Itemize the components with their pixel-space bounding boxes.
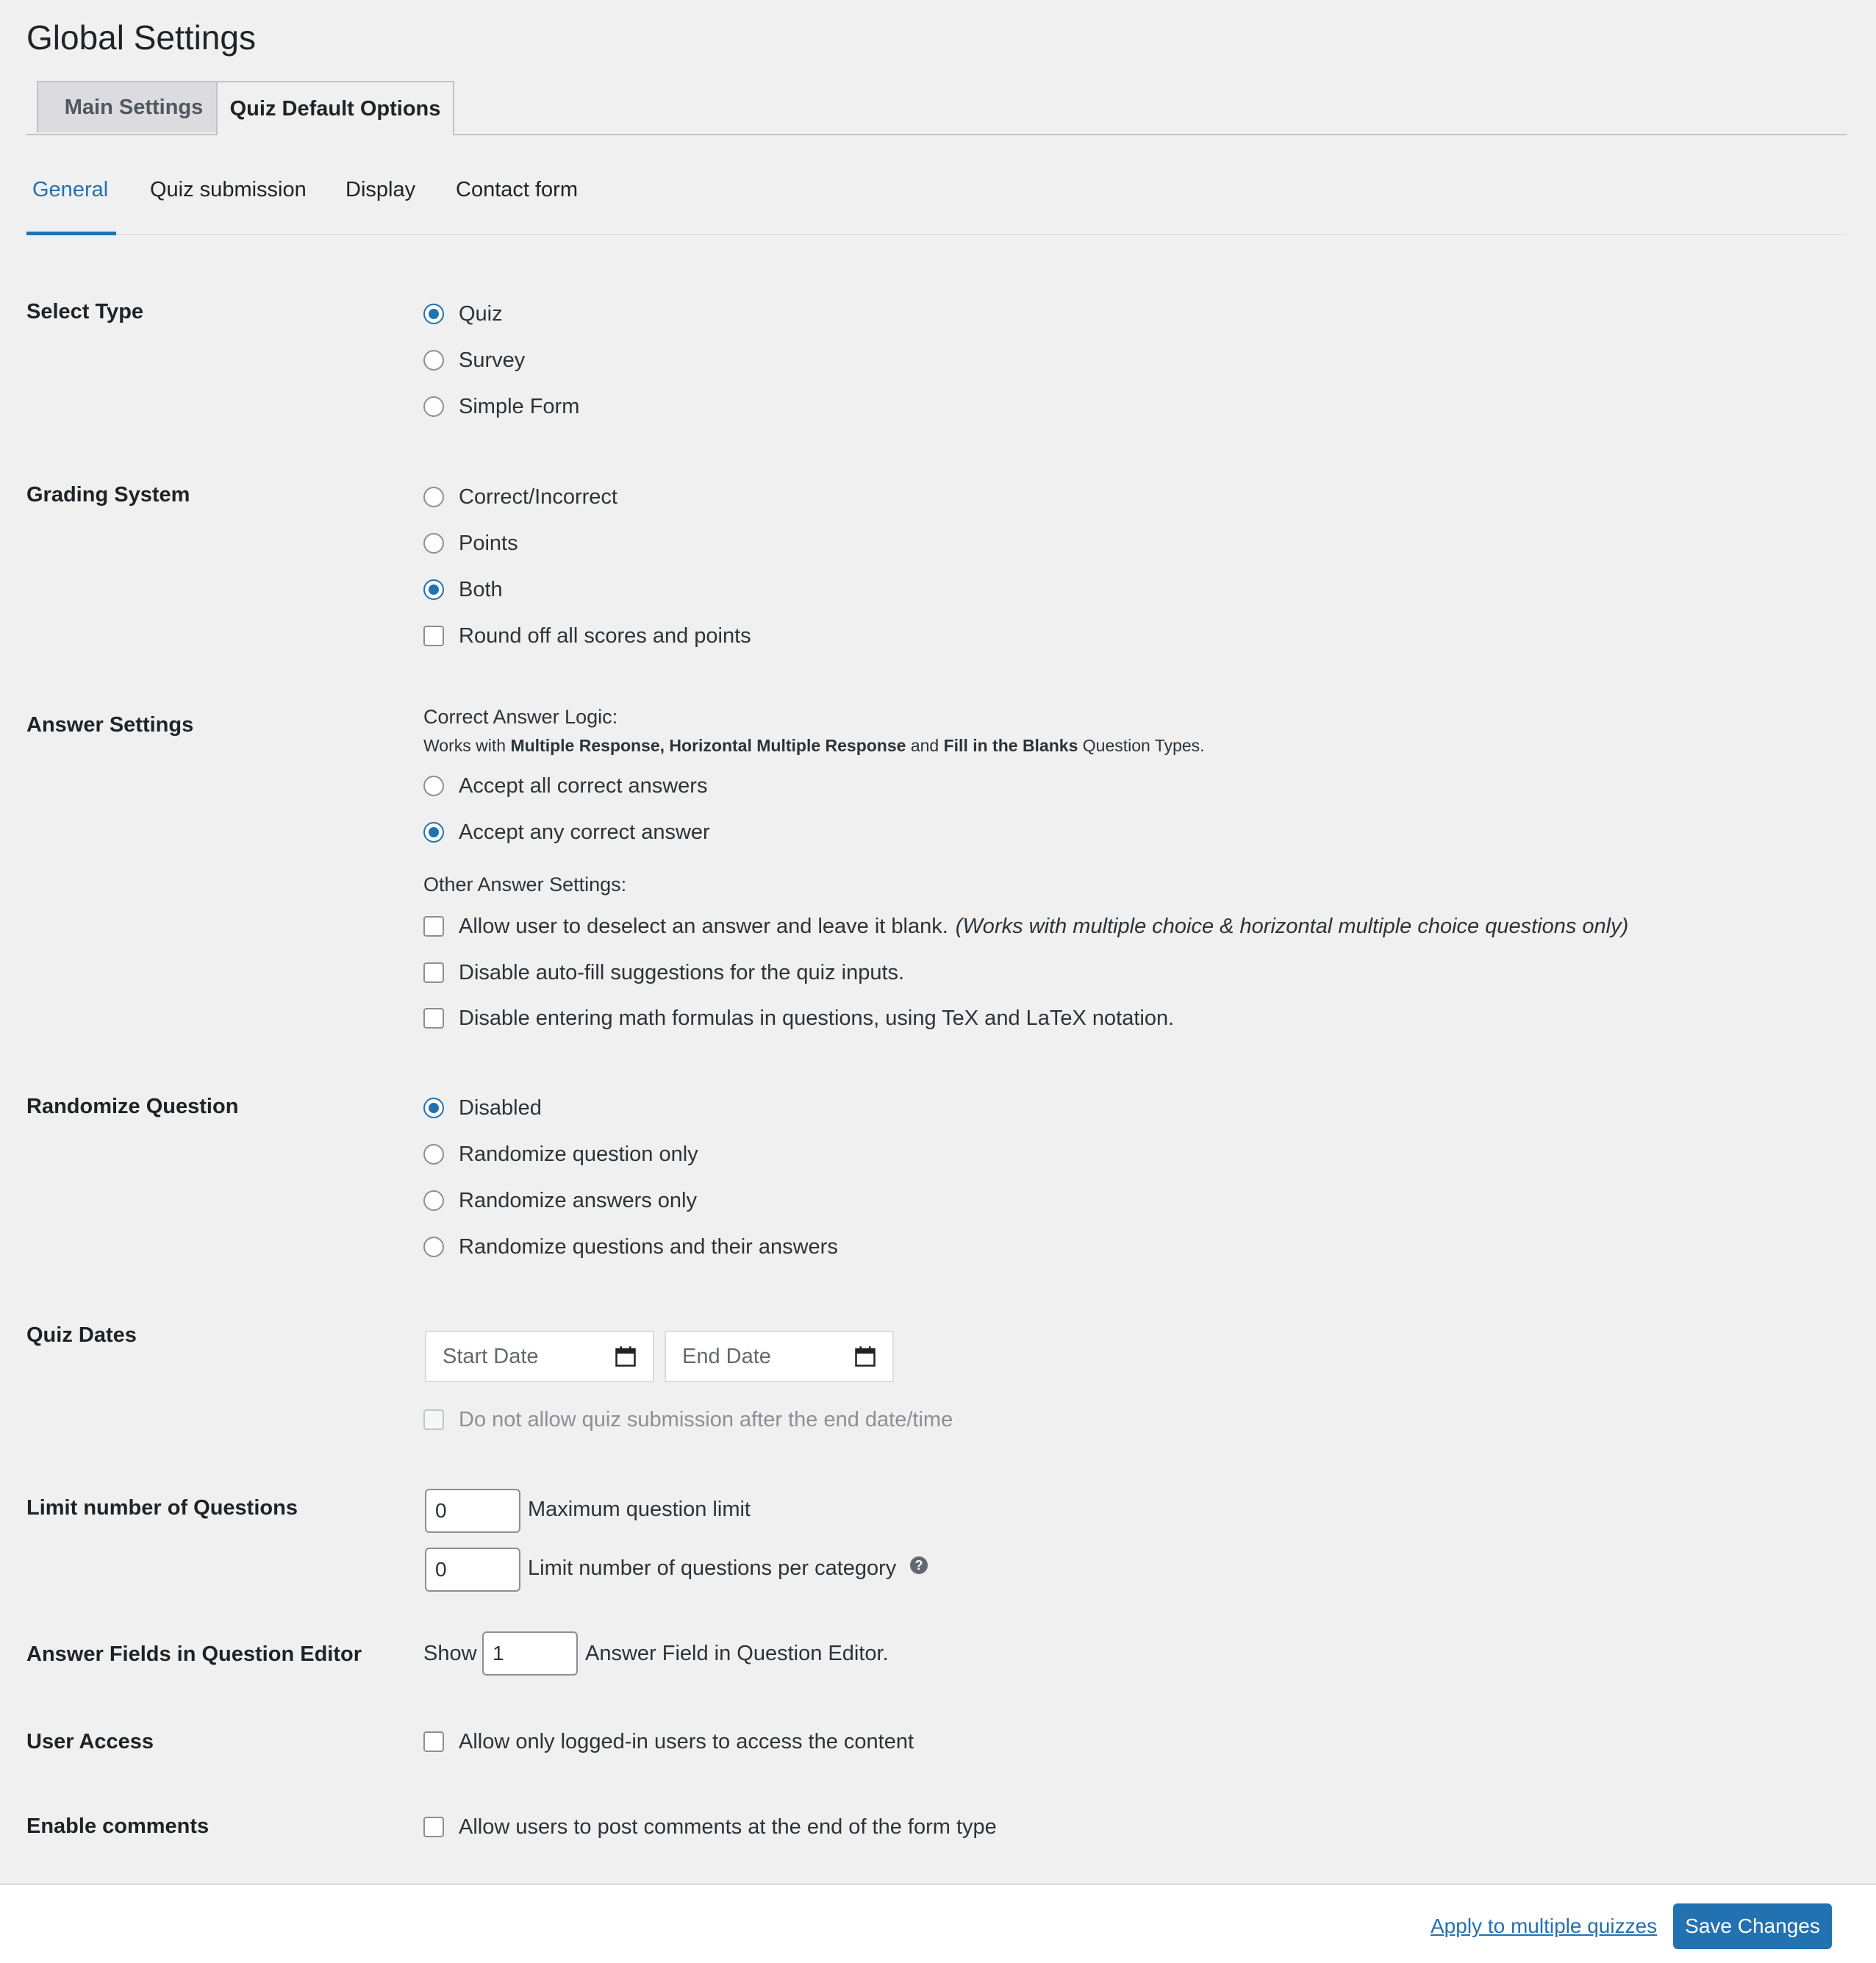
checkbox-icon[interactable] xyxy=(423,1817,444,1837)
option-note: (Works with multiple choice & horizontal multiple choice questions only) xyxy=(955,914,1629,938)
randomize-both-option[interactable] xyxy=(423,1234,838,1260)
subtab-display[interactable]: Display xyxy=(346,178,416,201)
radio-selected-icon[interactable] xyxy=(423,304,444,324)
answer-fields-label: Answer Fields in Question Editor xyxy=(26,1642,362,1666)
max-question-limit-input[interactable] xyxy=(425,1489,520,1533)
option-label: Quiz xyxy=(459,301,503,326)
allow-deselect-checkbox[interactable] xyxy=(423,913,1628,940)
option-label: Correct/Incorrect xyxy=(459,485,617,509)
save-changes-button[interactable]: Save Changes xyxy=(1673,1903,1832,1949)
quiz-dates-label: Quiz Dates xyxy=(26,1323,137,1347)
radio-icon[interactable] xyxy=(423,1190,444,1211)
select-type-survey-option[interactable] xyxy=(423,347,525,373)
round-off-scores-checkbox[interactable] xyxy=(423,623,751,649)
limit-questions-label: Limit number of Questions xyxy=(26,1496,298,1520)
option-label: Allow only logged-in users to access the content xyxy=(459,1729,914,1753)
grading-system-label: Grading System xyxy=(26,483,190,507)
subtab-quiz-submission[interactable]: Quiz submission xyxy=(150,178,307,201)
checkbox-icon[interactable] xyxy=(423,962,444,983)
question-types-note xyxy=(423,736,1205,756)
radio-icon[interactable] xyxy=(423,776,444,796)
option-label: Randomize answers only xyxy=(459,1188,697,1212)
max-question-limit-label: Maximum question limit xyxy=(528,1498,751,1521)
apply-to-multiple-quizzes-link[interactable]: Apply to multiple quizzes xyxy=(1431,1914,1658,1937)
main-tab-bar xyxy=(26,81,1847,135)
option-label: Randomize question only xyxy=(459,1142,698,1166)
radio-icon[interactable] xyxy=(423,350,444,371)
end-date-placeholder: End Date xyxy=(682,1344,771,1368)
correct-answer-logic-heading: Correct Answer Logic: xyxy=(423,706,618,728)
accept-all-correct-option[interactable] xyxy=(423,773,707,799)
option-label: Accept all correct answers xyxy=(459,773,708,798)
note-text: and xyxy=(910,736,939,755)
per-category-limit-input[interactable] xyxy=(425,1548,520,1592)
start-date-input[interactable] xyxy=(425,1331,654,1382)
user-access-label: User Access xyxy=(26,1730,154,1753)
note-type: Horizontal Multiple Response xyxy=(669,736,906,755)
randomize-answers-only-option[interactable] xyxy=(423,1187,697,1214)
grading-both-option[interactable] xyxy=(423,576,503,603)
accept-any-correct-option[interactable] xyxy=(423,819,710,845)
checkbox-icon[interactable] xyxy=(423,1409,444,1430)
radio-icon[interactable] xyxy=(423,1237,444,1257)
disable-math-formulas-checkbox[interactable] xyxy=(423,1005,1174,1031)
option-label: Accept any correct answer xyxy=(459,820,710,844)
option-label: Randomize questions and their answers xyxy=(459,1234,838,1259)
radio-icon[interactable] xyxy=(423,487,444,507)
option-label: Simple Form xyxy=(459,394,580,418)
logged-in-only-checkbox[interactable] xyxy=(423,1728,914,1755)
option-label: Allow users to post comments at the end of the form type xyxy=(459,1814,997,1839)
grading-correct-incorrect-option[interactable] xyxy=(423,484,617,510)
tab-main-settings[interactable]: Main Settings xyxy=(37,81,231,132)
option-label: Do not allow quiz submission after the end date/time xyxy=(459,1407,953,1431)
other-answer-settings-heading: Other Answer Settings: xyxy=(423,873,627,895)
note-type: Fill in the Blanks xyxy=(943,736,1078,755)
no-submission-after-end-checkbox[interactable] xyxy=(423,1406,953,1433)
randomize-question-only-option[interactable] xyxy=(423,1141,698,1168)
option-label: Allow user to deselect an answer and leave it blank. xyxy=(459,914,948,938)
calendar-icon[interactable] xyxy=(615,1345,637,1367)
grading-points-option[interactable] xyxy=(423,530,518,557)
checkbox-icon[interactable] xyxy=(423,916,444,937)
disable-autofill-checkbox[interactable] xyxy=(423,959,904,986)
checkbox-icon[interactable] xyxy=(423,626,444,646)
radio-icon[interactable] xyxy=(423,396,444,417)
checkbox-icon[interactable] xyxy=(423,1731,444,1752)
answer-settings-label: Answer Settings xyxy=(26,713,194,737)
note-type: Multiple Response, xyxy=(510,736,665,755)
calendar-icon[interactable] xyxy=(854,1345,876,1367)
select-type-label: Select Type xyxy=(26,300,144,323)
option-label: Disabled xyxy=(459,1095,542,1120)
radio-icon[interactable] xyxy=(423,533,444,554)
radio-selected-icon[interactable] xyxy=(423,579,444,600)
radio-selected-icon[interactable] xyxy=(423,822,444,843)
randomize-disabled-option[interactable] xyxy=(423,1095,542,1121)
start-date-placeholder: Start Date xyxy=(443,1344,539,1368)
select-type-quiz-option[interactable] xyxy=(423,301,503,327)
sub-tab-bar xyxy=(26,169,1847,235)
allow-comments-checkbox[interactable] xyxy=(423,1814,997,1840)
checkbox-icon[interactable] xyxy=(423,1008,444,1029)
answer-fields-count-input[interactable] xyxy=(482,1631,578,1676)
end-date-input[interactable] xyxy=(665,1331,894,1382)
note-text: Works with xyxy=(423,736,506,755)
radio-selected-icon[interactable] xyxy=(423,1098,444,1118)
select-type-simple-form-option[interactable] xyxy=(423,393,579,420)
help-icon[interactable]: ? xyxy=(910,1556,928,1574)
option-label: Both xyxy=(459,577,503,601)
option-label: Round off all scores and points xyxy=(459,623,751,648)
subtab-general[interactable] xyxy=(32,178,108,202)
answer-fields-suffix: Answer Field in Question Editor. xyxy=(585,1642,889,1665)
option-label: Disable auto-fill suggestions for the quiz inputs. xyxy=(459,960,905,984)
radio-icon[interactable] xyxy=(423,1144,444,1165)
tab-quiz-default-options[interactable]: Quiz Default Options xyxy=(216,81,454,135)
option-label: Survey xyxy=(459,348,526,372)
per-category-limit-label: Limit number of questions per category xyxy=(528,1556,897,1580)
option-label: Points xyxy=(459,531,518,555)
randomize-question-label: Randomize Question xyxy=(26,1095,239,1118)
enable-comments-label: Enable comments xyxy=(26,1814,210,1838)
page-title: Global Settings xyxy=(26,18,256,57)
subtab-contact-form[interactable]: Contact form xyxy=(456,178,578,201)
option-label: Disable entering math formulas in questions, using TeX and LaTeX notation. xyxy=(459,1006,1175,1030)
note-text: Question Types. xyxy=(1082,736,1205,755)
subtab-general-label: General xyxy=(32,178,109,201)
answer-fields-prefix: Show xyxy=(423,1642,477,1665)
active-subtab-indicator xyxy=(26,232,116,235)
